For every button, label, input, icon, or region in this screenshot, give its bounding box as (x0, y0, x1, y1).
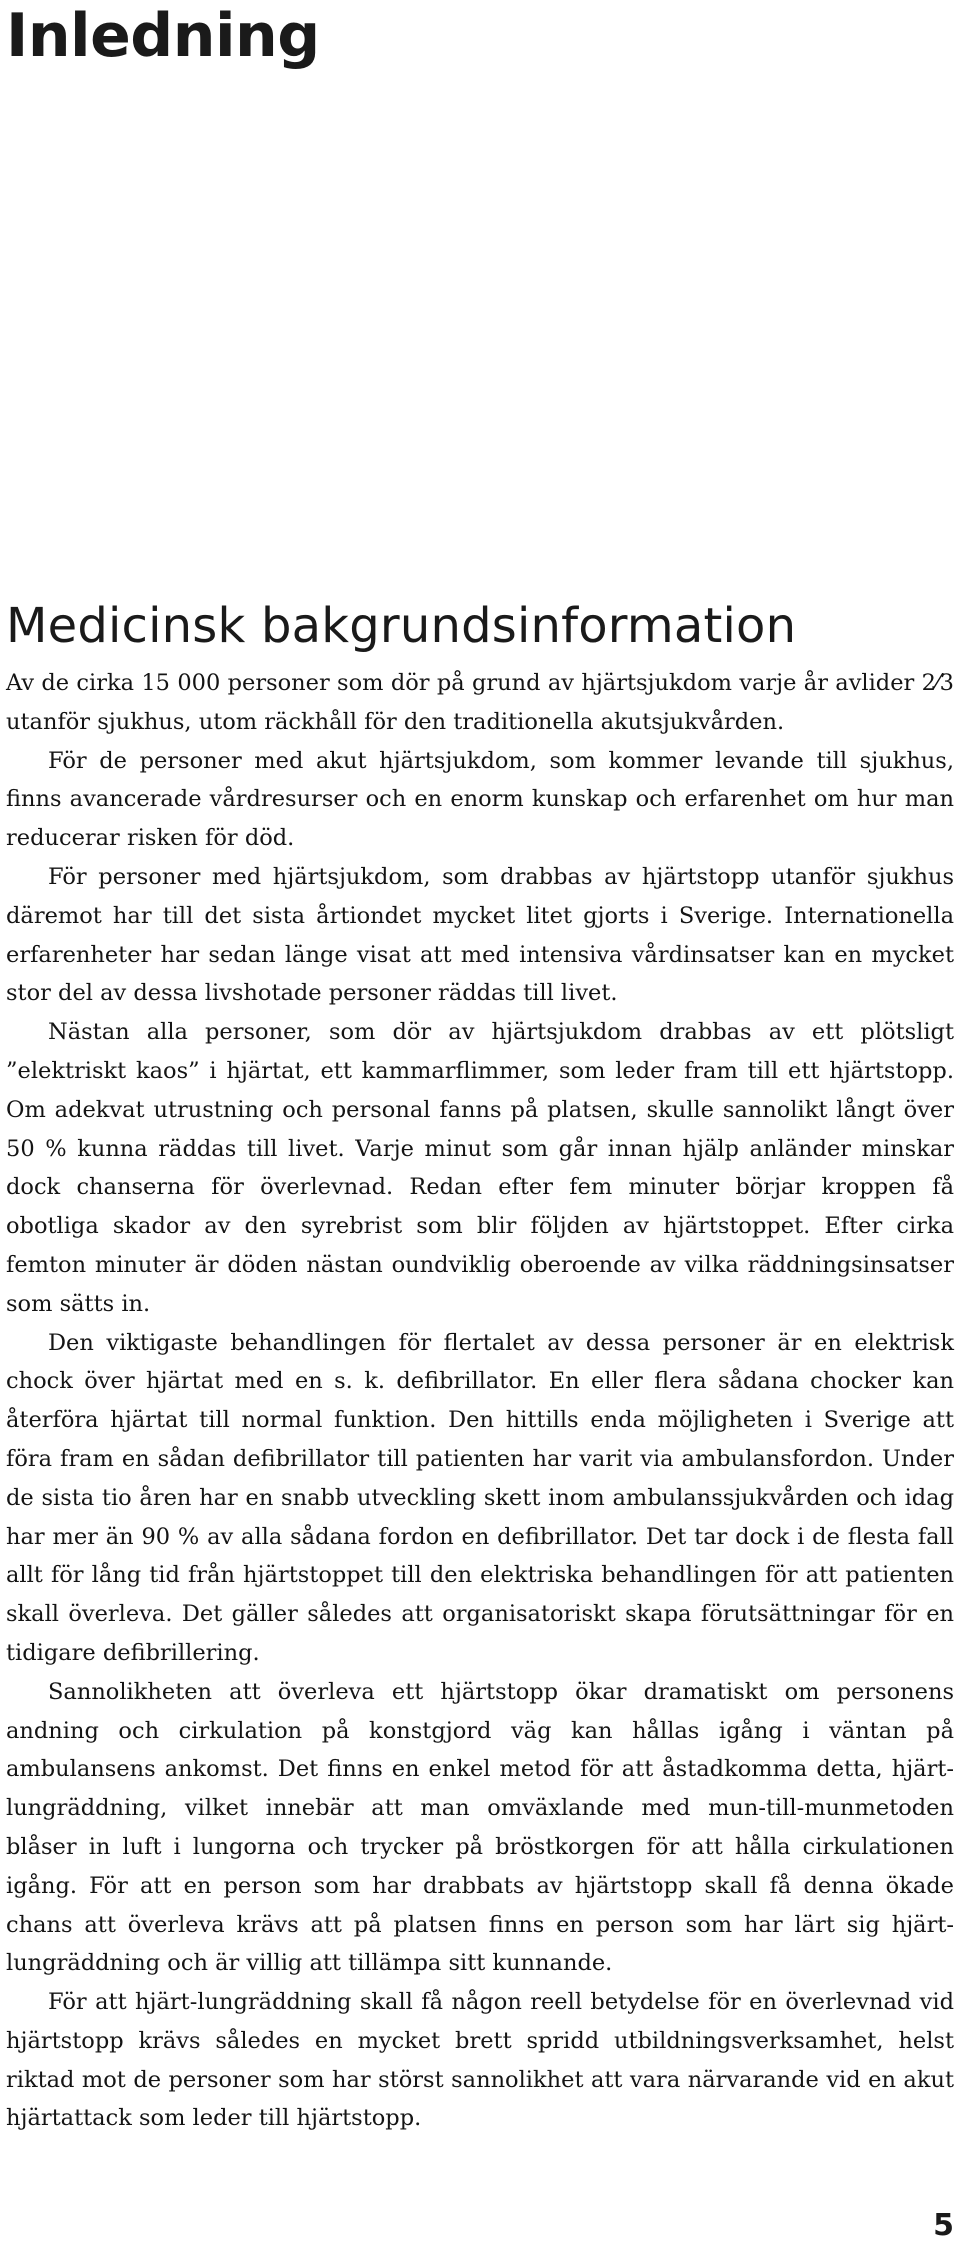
paragraph: Den viktigaste behandlingen för flertalet av dessa personer är en elektrisk chock över hjärtat med en s. k. defibrillator. En eller flera sådana chocker kan återföra hjärtat till normal funktion. Den hittills enda möjligheten i Sverige att föra fram en sådan defibrillator till patienten har varit via ambulansfordon. Under de sista tio åren har en snabb utveckling skett inom ambulanssjukvården och idag har mer än 90 % av alla sådana fordon en defibrillator. Det tar dock i de flesta fall allt för lång tid från hjärtstoppet till den elektriska behandlingen för att patienten skall överleva. Det gäller således att organisatoriskt skapa förutsättningar för en tidigare defibrillering. (6, 1329, 954, 1666)
paragraph: För att hjärt-lungräddning skall få någon reell betydelse för en överlevnad vid hjärtstopp krävs således en mycket brett spridd utbildningsverksamhet, helst riktad mot de personer som har störst sannolikhet att vara närvarande vid en akut hjärtattack som leder till hjärtstopp. (6, 1989, 954, 2132)
paragraph: För personer med hjärtsjukdom, som drabbas av hjärtstopp utanför sjukhus däremot har till det sista årtiondet mycket litet gjorts i Sverige. Internationella erfarenheter har sedan länge visat att med intensiva vårdinsatser kan en mycket stor del av dessa livshotade personer räddas till livet. (6, 863, 954, 1007)
page-number: 5 (933, 2208, 954, 2243)
paragraph: Sannolikheten att överleva ett hjärtstopp ökar dramatiskt om personens andning och cirkulation på konstgjord väg kan hållas igång i väntan på ambulansens ankomst. Det finns en enkel metod för att åstadkomma detta, hjärt-lungräddning, vilket innebär att man omväxlande med mun-till-munmetoden blåser in luft i lungorna och trycker på bröstkorgen för att hålla cirkulationen igång. För att en person som har drabbats av hjärtstopp skall få denna ökade chans att överleva krävs att på platsen finns en person som har lärt sig hjärt-lungräddning och är villig att tillämpa sitt kunnande. (6, 1678, 954, 1977)
section-title: Medicinsk bakgrundsinformation (6, 598, 797, 654)
body-text (6, 664, 954, 2138)
chapter-title: Inledning (6, 1, 320, 71)
paragraph: Nästan alla personer, som dör av hjärtsjukdom drabbas av ett plötsligt ”elektriskt kaos” i hjärtat, ett kammarflimmer, som leder fram till ett hjärtstopp. Om adekvat utrustning och personal fanns på platsen, skulle sannolikt långt över 50 % kunna räddas till livet. Varje minut som går innan hjälp anländer minskar dock chanserna för överlevnad. Redan efter fem minuter börjar kroppen få obotliga skador av den syrebrist som blir följden av hjärtstoppet. Efter cirka femton minuter är döden nästan oundviklig oberoende av vilka räddningsinsatser som sätts in. (6, 1019, 954, 1317)
paragraph: För de personer med akut hjärtsjukdom, som kommer levande till sjukhus, finns avancerade vårdresurser och en enorm kunskap och erfarenhet om hur man reducerar risken för död. (6, 747, 954, 852)
paragraph: Av de cirka 15 000 personer som dör på grund av hjärtsjukdom varje år avlider 2⁄3 utanför sjukhus, utom räckhåll för den traditionella akutsjukvården. (6, 670, 954, 735)
